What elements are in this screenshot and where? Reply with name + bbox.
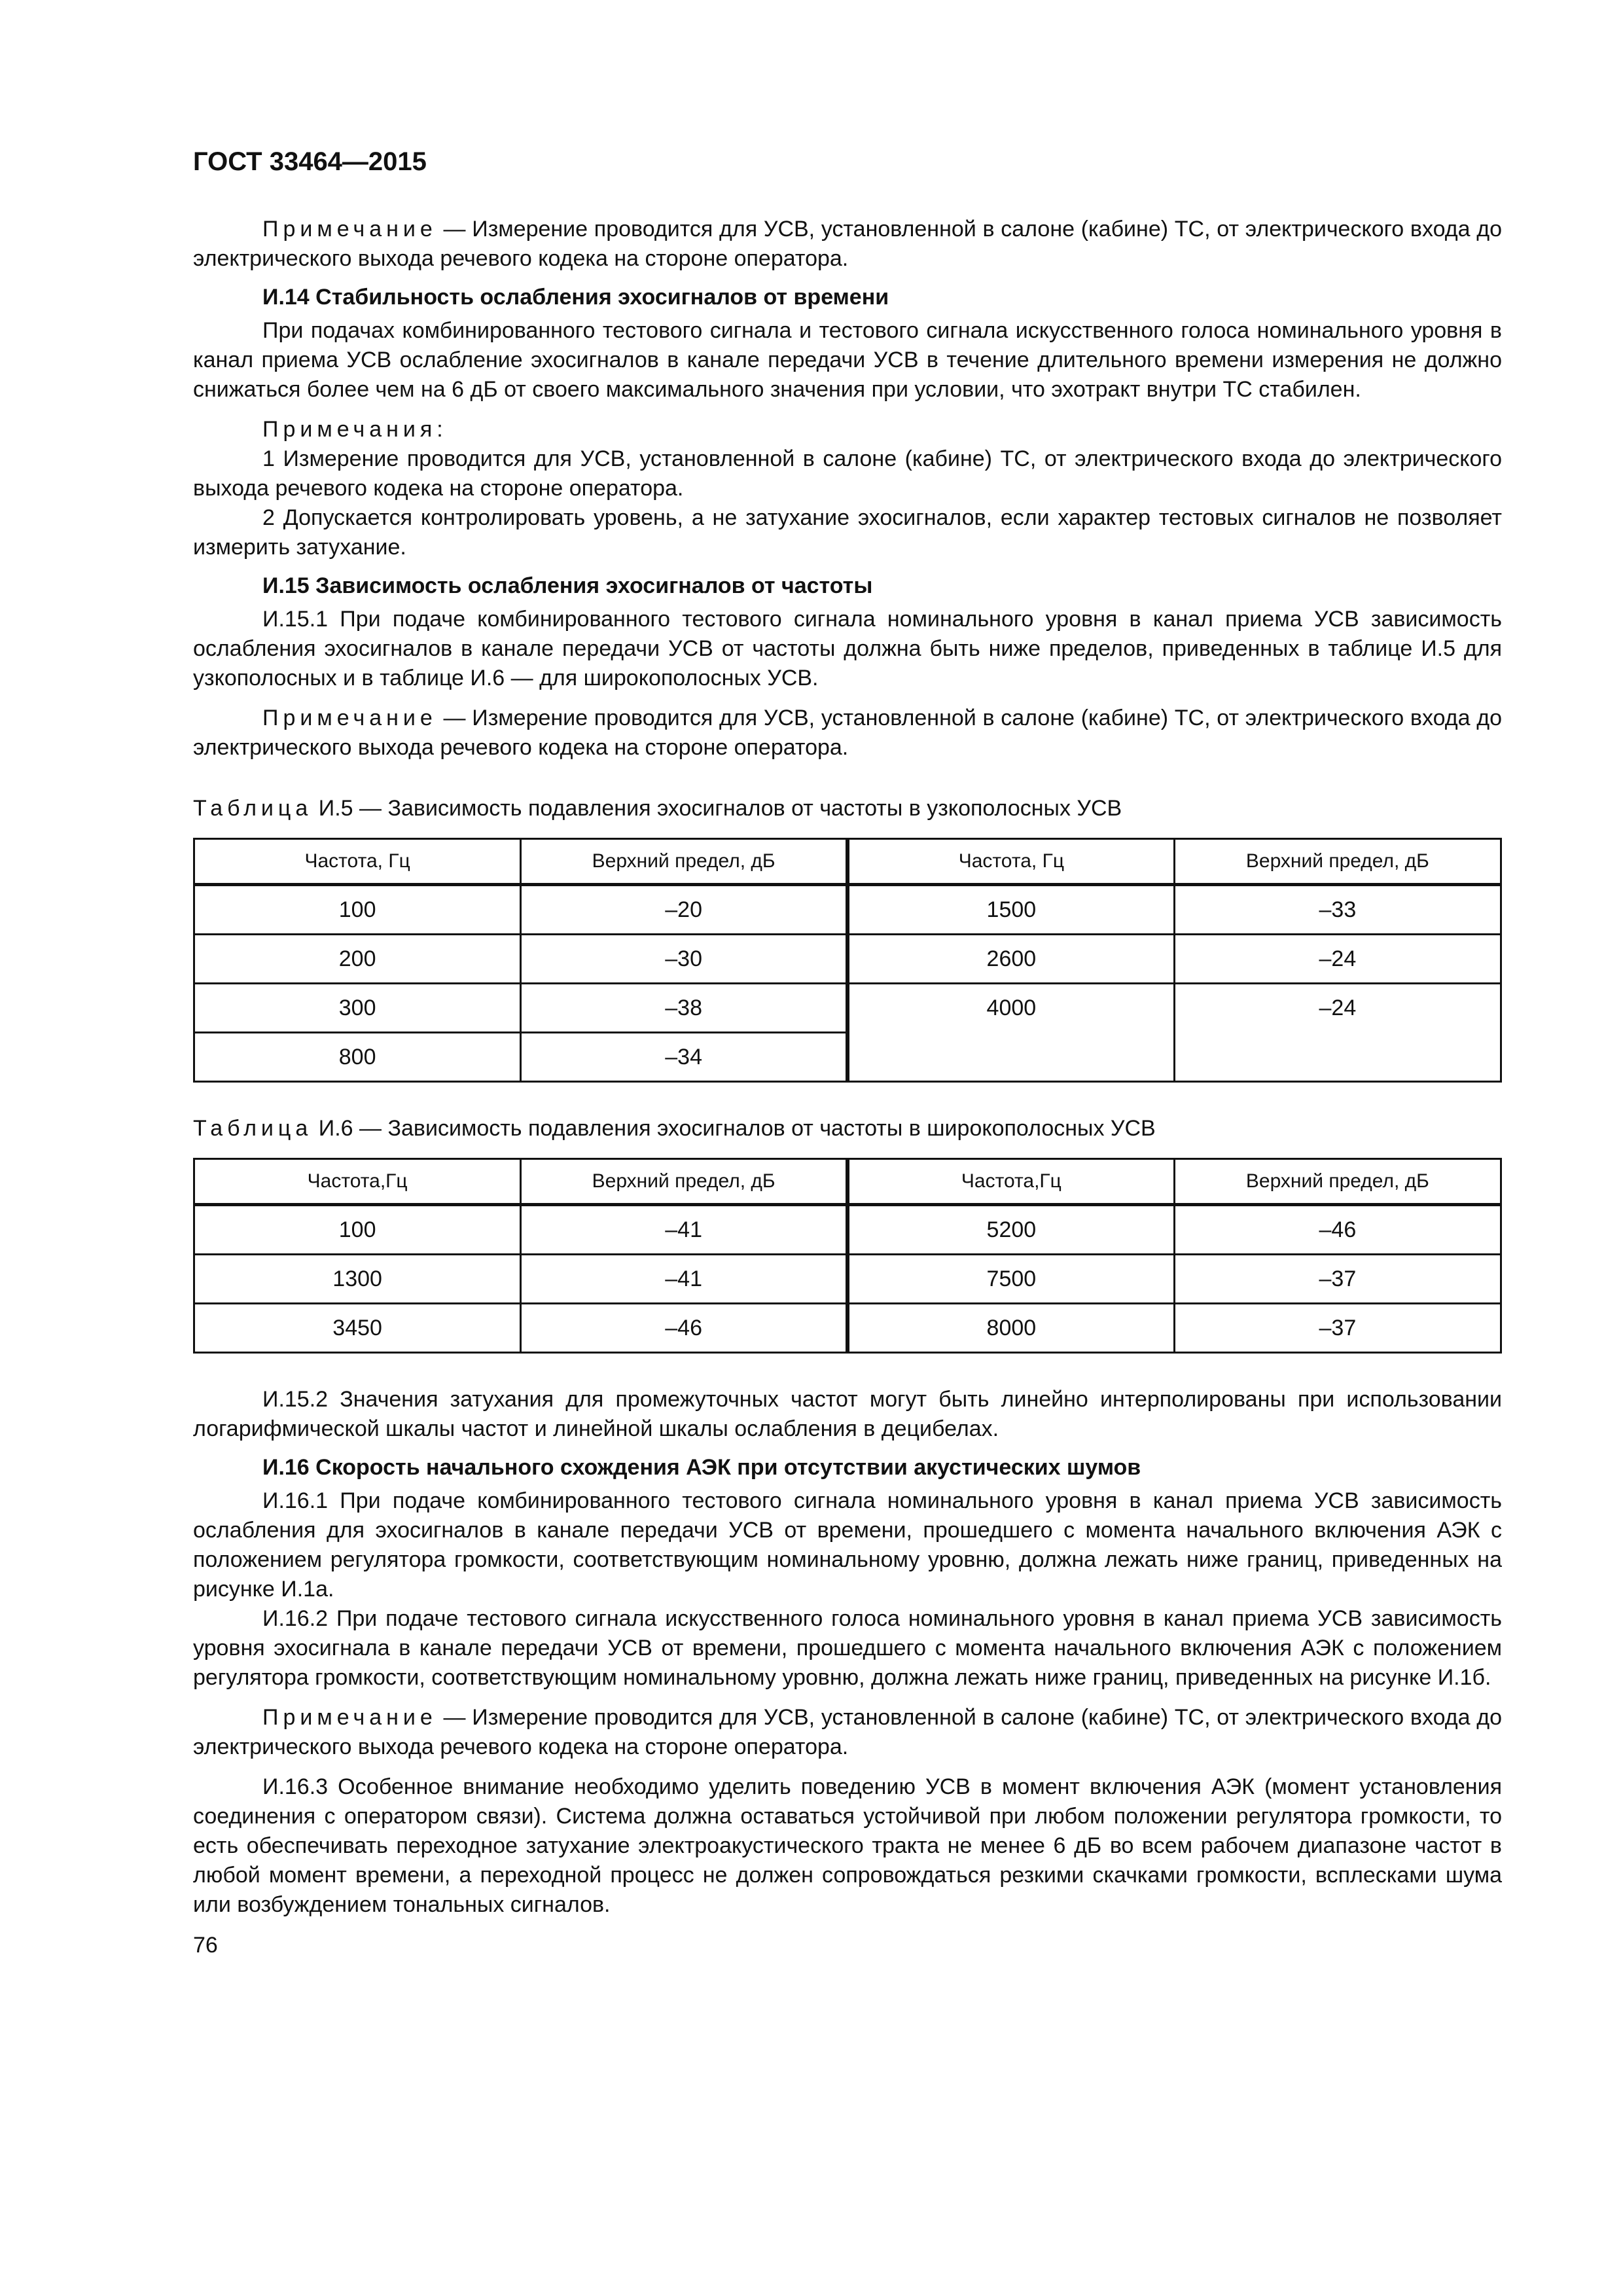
note-text: — Измерение проводится для УСВ, установленной в салоне (кабине) ТС, от электрического входа до электрического выхода речевого кодека на стороне оператора. (193, 1705, 1502, 1759)
table-cell: 4000 (847, 984, 1174, 1082)
note-paragraph (193, 704, 1502, 762)
section-16-2-text: И.16.2 При подаче тестового сигнала искусственного голоса номинального уровня в канал приема УСВ зависимость уровня эхосигнала в канале передачи УСВ от времени, прошедшего с момента начального включения АЭК с положением регулятора громкости, соответствующим номинальному уровню, должна лежать ниже границ, приведенных на рисунке И.1б. (193, 1606, 1502, 1690)
table-cell: –20 (521, 885, 847, 935)
table-header-row (194, 839, 1501, 885)
table-cell: 800 (194, 1033, 521, 1082)
table-6-caption: Таблица И.6 — Зависимость подавления эхосигналов от частоты в широкополосных УСВ (193, 1116, 1156, 1141)
table-header-cell: Верхний предел, дБ (521, 1159, 847, 1205)
table-label: Таблица (193, 1116, 313, 1141)
note-text: — Измерение проводится для УСВ, установленной в салоне (кабине) ТС, от электрического входа до электрического выхода речевого кодека на стороне оператора. (193, 706, 1502, 760)
notes-label: Примечания: (262, 417, 448, 442)
table-header-cell: Частота, Гц (847, 839, 1174, 885)
table-cell: 1300 (194, 1255, 521, 1304)
table-row (194, 885, 1501, 935)
table-cell: –24 (1174, 935, 1501, 984)
table-header-row (194, 1159, 1501, 1205)
table-header-cell: Верхний предел, дБ (1174, 1159, 1501, 1205)
table-cell: 7500 (847, 1255, 1174, 1304)
table-cell: 100 (194, 1205, 521, 1255)
table-row (194, 1255, 1501, 1304)
note-paragraph (193, 215, 1502, 274)
table-cell: –41 (521, 1255, 847, 1304)
note-label: Примечание (262, 706, 437, 730)
section-16-title: И.16 Скорость начального схождения АЭК при отсутствии акустических шумов (262, 1455, 1141, 1480)
note-text: — Измерение проводится для УСВ, установленной в салоне (кабине) ТС, от электрического входа до электрического выхода речевого кодека на стороне оператора. (193, 217, 1502, 271)
section-15-1-text: И.15.1 При подаче комбинированного тестового сигнала номинального уровня в канал приема УСВ зависимость ослабления эхосигналов в канале передачи УСВ от частоты должна быть ниже пределов, приведенных в таблице И.5 для узкополосных и в таблице И.6 — для широкополосных УСВ. (193, 607, 1502, 691)
table-cell: 5200 (847, 1205, 1174, 1255)
section-15-title: И.15 Зависимость ослабления эхосигналов от частоты (262, 573, 873, 598)
table-5 (193, 838, 1502, 1083)
table-cell: 100 (194, 885, 521, 935)
page-content (193, 147, 1502, 1958)
table-cell: –33 (1174, 885, 1501, 935)
table-cell: –41 (521, 1205, 847, 1255)
table-header-cell: Частота, Гц (194, 839, 521, 885)
table-header-cell: Частота,Гц (194, 1159, 521, 1205)
table-header-cell: Частота,Гц (847, 1159, 1174, 1205)
table-cell: –38 (521, 984, 847, 1033)
table-row (194, 935, 1501, 984)
section-14-title: И.14 Стабильность ослабления эхосигналов от времени (262, 285, 889, 310)
table-cell: –24 (1174, 984, 1501, 1082)
section-16-1-text: И.16.1 При подаче комбинированного тестового сигнала номинального уровня в канал приема УСВ зависимость ослабления для эхосигналов в канале передачи УСВ от времени, прошедшего с момента начального включения АЭК с положением регулятора громкости, соответствующим номинальному уровню, должна лежать ниже границ, приведенных на рисунке И.1а. (193, 1488, 1502, 1602)
table-cell: 300 (194, 984, 521, 1033)
section-16-3-text: И.16.3 Особенное внимание необходимо уделить поведению УСВ в момент включения АЭК (момент установления соединения с оператором связи). Система должна оставаться устойчивой при любом положении регулятора громкости, то есть обеспечивать переходное затухание электроакустического тракта не менее 6 дБ во всем рабочем диапазоне частот в любой момент времени, а переходной процесс не должен сопровождаться резкими скачками громкости, всплесками шума или возбуждением тональных сигналов. (193, 1774, 1502, 1917)
page-number: 76 (193, 1933, 218, 1958)
table-cell: –37 (1174, 1255, 1501, 1304)
table-row (194, 984, 1501, 1033)
table-cell: –34 (521, 1033, 847, 1082)
section-15-2-text: И.15.2 Значения затухания для промежуточных частот могут быть линейно интерполированы при использовании логарифмической шкалы частот и линейной шкалы ослабления в децибелах. (193, 1387, 1502, 1441)
note-paragraph (193, 1703, 1502, 1762)
table-cell: –30 (521, 935, 847, 984)
table-row (194, 1304, 1501, 1353)
table-row (194, 1205, 1501, 1255)
table-label: Таблица (193, 796, 313, 821)
table-cell: –46 (521, 1304, 847, 1353)
table-cell: –46 (1174, 1205, 1501, 1255)
section-14-note-2: 2 Допускается контролировать уровень, а не затухание эхосигналов, если характер тестовых сигналов не позволяет измерить затухание. (193, 505, 1502, 560)
table-header-cell: Верхний предел, дБ (1174, 839, 1501, 885)
note-label: Примечание (262, 1705, 437, 1730)
note-label: Примечание (262, 217, 437, 242)
table-header-cell: Верхний предел, дБ (521, 839, 847, 885)
table-cell: 8000 (847, 1304, 1174, 1353)
table-5-caption: Таблица И.5 — Зависимость подавления эхосигналов от частоты в узкополосных УСВ (193, 796, 1122, 821)
table-cell: 200 (194, 935, 521, 984)
table-cell: 2600 (847, 935, 1174, 984)
section-14-text: При подачах комбинированного тестового сигнала и тестового сигнала искусственного голоса номинального уровня в канал приема УСВ ослабление эхосигналов в канале передачи УСВ в течение длительного времени измерения не должно снижаться более чем на 6 дБ от своего максимального значения при условии, что эхотракт внутри ТС стабилен. (193, 318, 1502, 402)
page-header: ГОСТ 33464—2015 (193, 147, 427, 176)
table-cell: –37 (1174, 1304, 1501, 1353)
table-cell: 1500 (847, 885, 1174, 935)
table-cell: 3450 (194, 1304, 521, 1353)
section-14-note-1: 1 Измерение проводится для УСВ, установленной в салоне (кабине) ТС, от электрического входа до электрического выхода речевого кодека на стороне оператора. (193, 446, 1502, 501)
table-6 (193, 1158, 1502, 1354)
